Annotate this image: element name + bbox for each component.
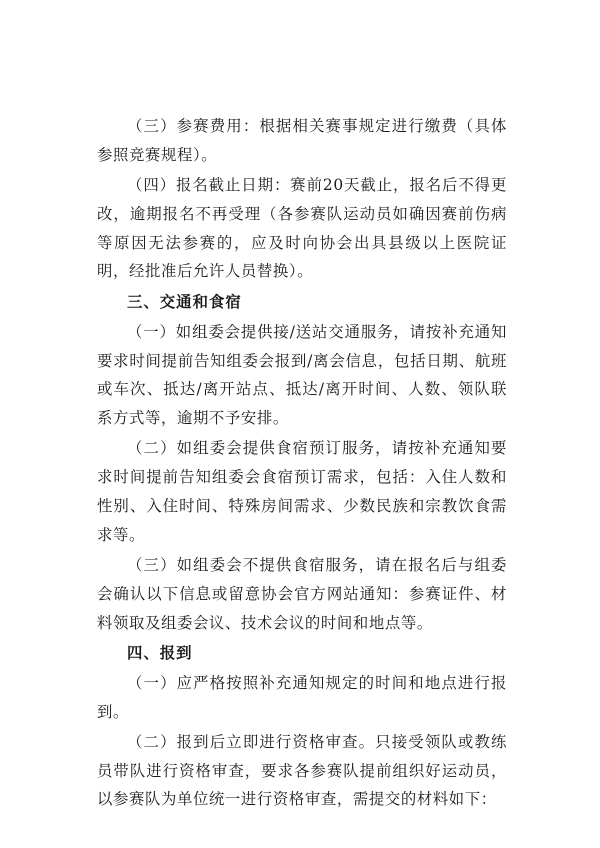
paragraph-check-in-time-place: （一）应严格按照补充通知规定的时间和地点进行报到。 <box>97 673 507 721</box>
paragraph-no-lodging-service: （三）如组委会不提供食宿服务，请在报名后与组委会确认以下信息或留意协会官方网站通知：参赛证件、材料领取及组委会议、技术会议的时间和地点等。 <box>97 555 507 632</box>
paragraph-registration-deadline: （四）报名截止日期：赛前20天截止，报名后不得更改，逾期报名不再受理（各参赛队运动员如确因赛前伤病等原因无法参赛的，应及时向协会出具县级以上医院证明，经批准后允许人员替换）。 <box>97 175 507 281</box>
paragraph-qualification-review: （二）报到后立即进行资格审查。只接受领队或教练员带队进行资格审查，要求各参赛队提前组织好运动员，以参赛队为单位统一进行资格审查，需提交的材料如下： <box>97 732 507 809</box>
paragraph-fees: （三）参赛费用：根据相关赛事规定进行缴费（具体参照竞赛规程）。 <box>97 117 507 164</box>
paragraph-lodging-booking: （二）如组委会提供食宿预订服务，请按补充通知要求时间提前告知组委会食宿预订需求，包括：入住人数和性别、入住时间、特殊房间需求、少数民族和宗教饮食需求等。 <box>97 439 507 544</box>
section-heading-check-in: 四、报到 <box>127 643 193 662</box>
document-body <box>97 112 507 816</box>
paragraph-transport-service: （一）如组委会提供接/送站交通服务，请按补充通知要求时间提前告知组委会报到/离会信息，包括日期、航班或车次、抵达/离开站点、抵达/离开时间、人数、领队联系方式等，逾期不予安排。 <box>97 322 507 428</box>
section-heading-transport-lodging: 三、交通和食宿 <box>127 292 242 311</box>
